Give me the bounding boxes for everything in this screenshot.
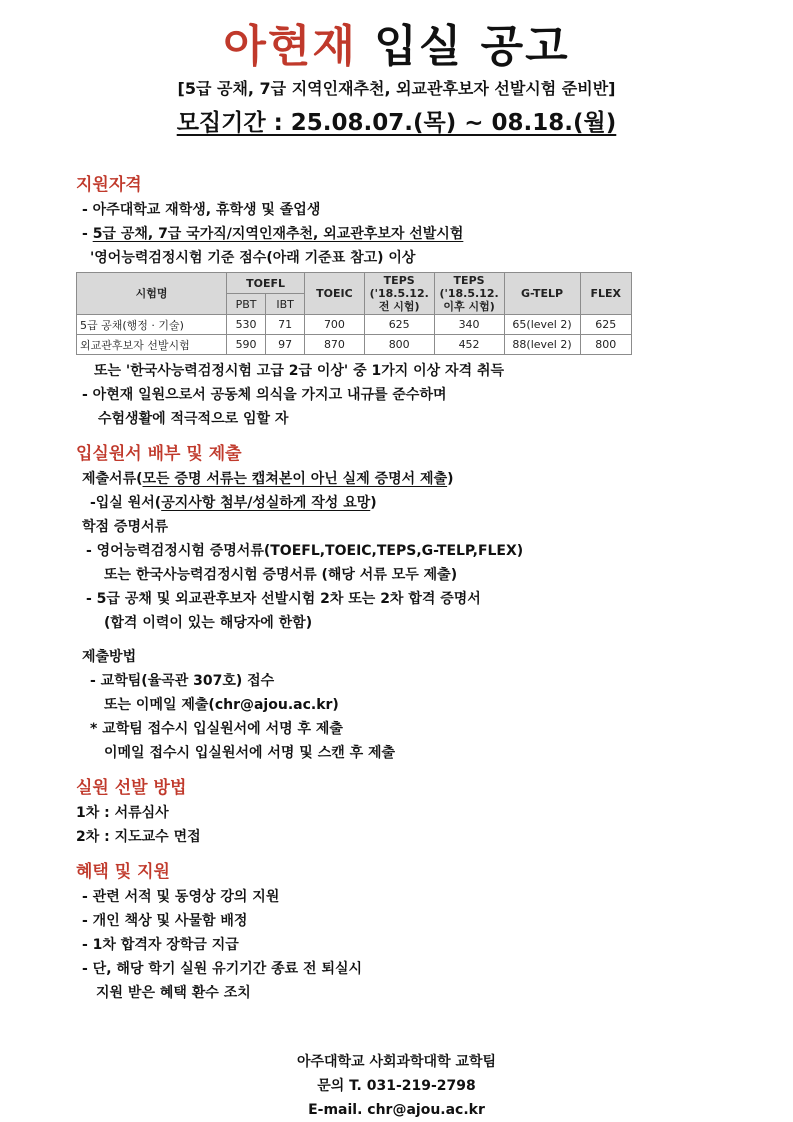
qualification-exams: 5급 공채, 7급 국가직/지역인재추천, 외교관후보자 선발시험 [92, 226, 464, 242]
th-teps-before: TEPS ('18.5.12. 전 시험) [364, 273, 434, 315]
contact-footer [0, 1050, 793, 1122]
cell-flex: 800 [580, 335, 631, 355]
selection-step-2: 2차 : 지도교수 면접 [76, 829, 201, 845]
qualification-line-1: - 아주대학교 재학생, 휴학생 및 졸업생 [82, 202, 321, 218]
table-row [77, 335, 632, 355]
benefit-item: - 관련 서적 및 동영상 강의 지원 [82, 889, 280, 905]
notice-body [76, 172, 736, 1005]
qualification-line-3: '영어능력검정시험 기준 점수(아래 기준표 참고) 이상 [90, 250, 416, 266]
application-form-prefix: -입실 원서( [90, 495, 162, 511]
qualification-line-2 [76, 222, 736, 246]
cell-teps-after: 452 [434, 335, 504, 355]
table-row [77, 315, 632, 335]
application-heading: 입실원서 배부 및 제출 [76, 444, 242, 464]
application-grades: 학점 증명서류 [82, 519, 169, 535]
cell-teps-before: 800 [364, 335, 434, 355]
cell-toeic: 700 [305, 315, 365, 335]
qualification-line-5: - 아현재 일원으로서 공동체 의식을 가지고 내규를 준수하며 [82, 387, 447, 403]
benefit-item: - 단, 해당 학기 실원 유기기간 종료 전 퇴실시 [82, 961, 363, 977]
recruitment-period [0, 104, 793, 137]
benefit-item-note: 지원 받은 혜택 환수 조치 [96, 985, 251, 1001]
table-header-row [77, 273, 632, 294]
cell-exam-name: 5급 공채(행정 · 기술) [77, 315, 227, 335]
method-line-4: 이메일 접수시 입실원서에 서명 및 스캔 후 제출 [104, 745, 396, 761]
cell-teps-before: 625 [364, 315, 434, 335]
cell-gtelp: 65(level 2) [504, 315, 580, 335]
cell-exam-name: 외교관후보자 선발시험 [77, 335, 227, 355]
cell-teps-after: 340 [434, 315, 504, 335]
subtitle: [5급 공채, 7급 지역인재추천, 외교관후보자 선발시험 준비반] [177, 79, 616, 98]
application-english: - 영어능력검정시험 증명서류(TOEFL,TOEIC,TEPS,G-TELP,FLEX) [86, 543, 524, 559]
application-form-note: 공지사항 첨부/성실하게 작성 요망 [161, 495, 371, 511]
application-form-suffix: ) [370, 495, 377, 511]
footer-email: E-mail. chr@ajou.ac.kr [308, 1102, 485, 1118]
benefit-item: - 1차 합격자 장학금 지급 [82, 937, 239, 953]
th-flex: FLEX [580, 273, 631, 315]
cell-pbt: 590 [227, 335, 266, 355]
th-pbt: PBT [227, 294, 266, 315]
application-docs [76, 467, 736, 491]
selection-heading: 실원 선발 방법 [76, 778, 187, 798]
application-exam-pass-note: (합격 이력이 있는 해당자에 한함) [104, 615, 313, 631]
benefits-heading: 혜택 및 지원 [76, 862, 170, 882]
th-ibt: IBT [266, 294, 305, 315]
th-gtelp: G-TELP [504, 273, 580, 315]
cell-ibt: 71 [266, 315, 305, 335]
method-line-2: 또는 이메일 제출(chr@ajou.ac.kr) [104, 697, 339, 713]
th-toeic: TOEIC [305, 273, 365, 315]
benefit-item: - 개인 책상 및 사물함 배정 [82, 913, 248, 929]
th-toefl: TOEFL [227, 273, 305, 294]
selection-step-1: 1차 : 서류심사 [76, 805, 169, 821]
cell-flex: 625 [580, 315, 631, 335]
application-history: 또는 한국사능력검정시험 증명서류 (해당 서류 모두 제출) [104, 567, 458, 583]
method-line-3: * 교학팀 접수시 입실원서에 서명 후 제출 [90, 721, 343, 737]
method-line-1: - 교학팀(율곡관 307호) 접수 [90, 673, 275, 689]
cell-gtelp: 88(level 2) [504, 335, 580, 355]
cell-pbt: 530 [227, 315, 266, 335]
th-teps-after: TEPS ('18.5.12. 이후 시험) [434, 273, 504, 315]
th-exam: 시험명 [77, 273, 227, 315]
cell-toeic: 870 [305, 335, 365, 355]
english-score-table [76, 272, 632, 355]
application-docs-prefix: 제출서류( [82, 471, 143, 487]
title-highlight: 아현재 [223, 21, 357, 72]
method-heading: 제출방법 [82, 649, 137, 665]
cell-ibt: 97 [266, 335, 305, 355]
application-form [76, 491, 736, 515]
qualification-line-4: 또는 '한국사능력검정시험 고급 2급 이상' 중 1가지 이상 자격 취득 [94, 363, 505, 379]
title-main: 입실 공고 [374, 21, 570, 72]
recruitment-period-text: 모집기간 : 25.08.07.(목) ~ 08.18.(월) [176, 110, 617, 136]
application-exam-pass: - 5급 공채 및 외교관후보자 선발시험 2차 또는 2차 합격 증명서 [86, 591, 481, 607]
application-docs-suffix: ) [447, 471, 454, 487]
application-docs-note: 모든 증명 서류는 캡쳐본이 아닌 실제 증명서 제출 [142, 471, 448, 487]
qualification-line-2-prefix: - [82, 226, 93, 242]
footer-phone: 문의 T. 031-219-2798 [317, 1078, 476, 1094]
qualification-heading: 지원자격 [76, 175, 142, 195]
footer-org: 아주대학교 사회과학대학 교학팀 [296, 1054, 497, 1070]
qualification-line-6: 수험생활에 적극적으로 임할 자 [98, 411, 289, 427]
page-title [0, 10, 793, 74]
